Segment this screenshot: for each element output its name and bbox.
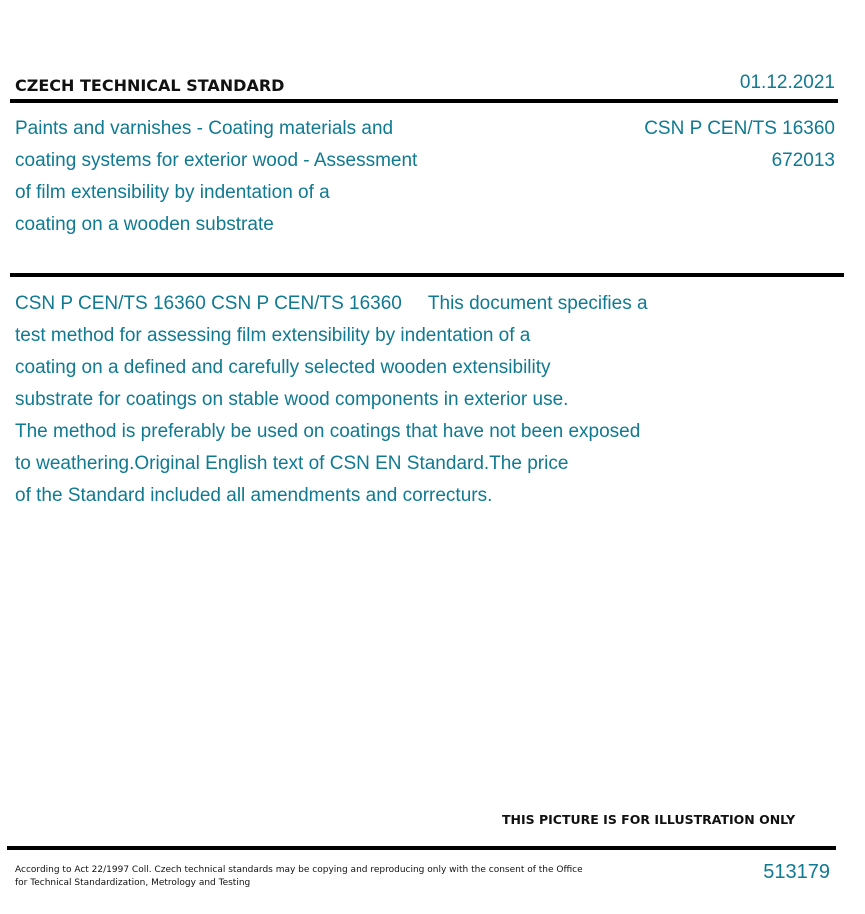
legal-notice: [15, 864, 595, 890]
footer-divider: [7, 846, 836, 850]
standard-code: CSN P CEN/TS 16360: [644, 118, 835, 139]
standard-title: [15, 113, 485, 241]
standard-codes: [644, 113, 835, 177]
title-line: coating on a wooden substrate: [15, 214, 274, 235]
legal-line: According to Act 22/1997 Coll. Czech technical standards may be copying and reproducing only with the consent of the Office: [15, 865, 583, 875]
illustration-note: THIS PICTURE IS FOR ILLUSTRATION ONLY: [502, 812, 796, 827]
title-line: coating systems for exterior wood - Assessment: [15, 150, 418, 171]
standard-label: CZECH TECHNICAL STANDARD: [15, 76, 285, 95]
document-id: 513179: [763, 861, 830, 883]
abstract-line: of the Standard included all amendments and correcturs.: [15, 485, 493, 506]
abstract-line: CSN P CEN/TS 16360 CSN P CEN/TS 16360 This document specifies a: [15, 293, 648, 314]
abstract-line: coating on a defined and carefully selected wooden extensibility: [15, 357, 551, 378]
legal-line: for Technical Standardization, Metrology and Testing: [15, 878, 251, 888]
abstract-line: to weathering.Original English text of CSN EN Standard.The price: [15, 453, 569, 474]
abstract-text: [15, 288, 755, 512]
header-divider: [10, 99, 838, 103]
abstract-line: The method is preferably be used on coatings that have not been exposed: [15, 421, 641, 442]
title-divider: [10, 273, 844, 277]
abstract-line: substrate for coatings on stable wood components in exterior use.: [15, 389, 569, 410]
title-line: Paints and varnishes - Coating materials and: [15, 118, 394, 139]
issue-date: 01.12.2021: [739, 72, 835, 93]
title-line: of film extensibility by indentation of a: [15, 182, 330, 203]
abstract-line: test method for assessing film extensibility by indentation of a: [15, 325, 531, 346]
class-code: 672013: [771, 150, 835, 171]
